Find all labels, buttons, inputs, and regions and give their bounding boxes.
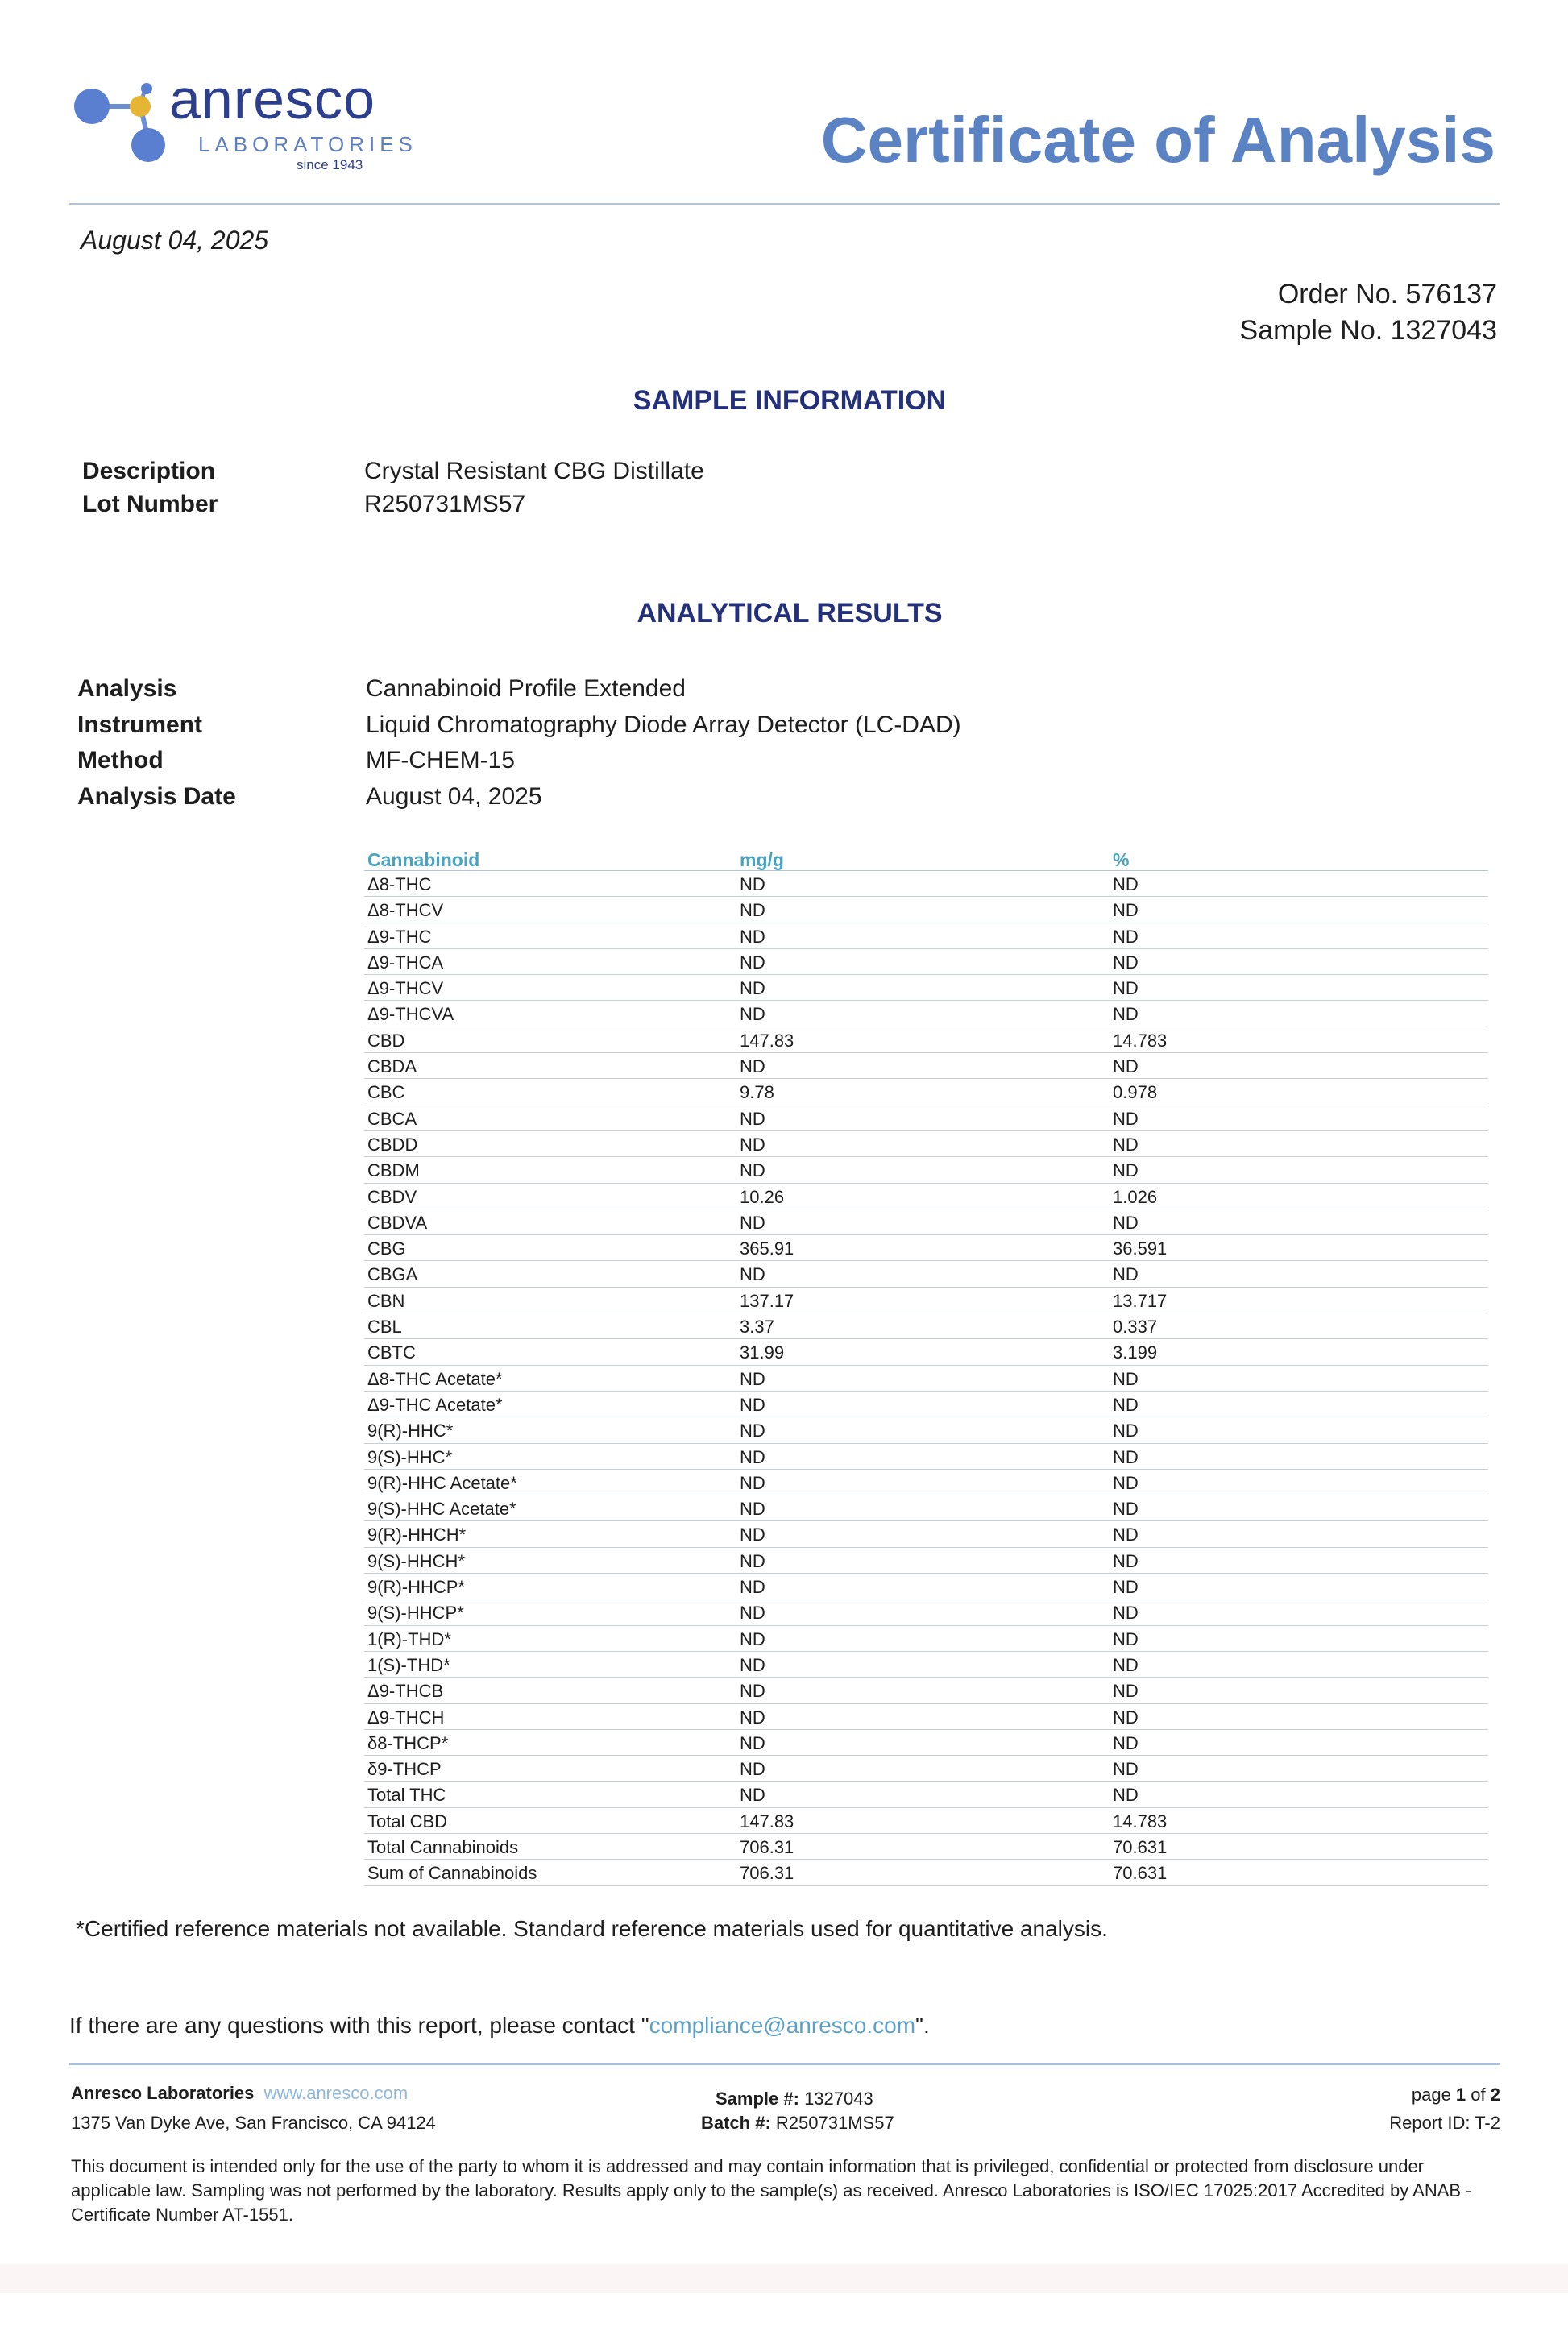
- table-row: [364, 1548, 1488, 1574]
- table-row: [364, 1834, 1488, 1860]
- cell-percent: ND: [1113, 1681, 1139, 1702]
- footer-sample-value: 1327043: [804, 2089, 873, 2109]
- cell-mg-g: ND: [740, 1577, 765, 1598]
- cell-cannabinoid: δ8-THCP*: [367, 1732, 449, 1753]
- column-header-percent: %: [1113, 849, 1130, 870]
- page-current: 1: [1455, 2084, 1466, 2105]
- analysis-label: Analysis: [77, 675, 177, 702]
- cell-mg-g: ND: [740, 1264, 765, 1285]
- cell-mg-g: ND: [740, 1212, 765, 1233]
- page-bottom-band: [0, 2264, 1568, 2293]
- table-row: [364, 1288, 1488, 1313]
- cell-cannabinoid: 9(S)-HHC*: [367, 1446, 453, 1467]
- table-row: [364, 1652, 1488, 1678]
- cell-mg-g: 10.26: [740, 1186, 785, 1207]
- cell-cannabinoid: δ9-THCP: [367, 1759, 442, 1780]
- cell-percent: ND: [1113, 1264, 1139, 1285]
- footer-address: 1375 Van Dyke Ave, San Francisco, CA 94124: [71, 2113, 436, 2133]
- cell-percent: ND: [1113, 1577, 1139, 1598]
- cell-cannabinoid: 9(R)-HHC Acetate*: [367, 1472, 517, 1493]
- cell-mg-g: ND: [740, 1446, 765, 1467]
- cell-percent: ND: [1113, 1368, 1139, 1389]
- table-row: [364, 1392, 1488, 1417]
- footer-sample-label: Sample #:: [716, 2089, 799, 2109]
- cell-percent: ND: [1113, 952, 1139, 973]
- lot-number-value: R250731MS57: [364, 491, 526, 517]
- table-row: [364, 1105, 1488, 1131]
- cell-cannabinoid: CBN: [367, 1290, 405, 1311]
- cell-cannabinoid: 9(R)-HHCH*: [367, 1524, 467, 1545]
- table-row: [364, 949, 1488, 975]
- contact-prefix: If there are any questions with this report, please contact ": [69, 2013, 649, 2038]
- cell-mg-g: ND: [740, 1056, 765, 1077]
- table-row: [364, 1417, 1488, 1443]
- cell-cannabinoid: CBCA: [367, 1108, 417, 1129]
- table-row: [364, 1209, 1488, 1235]
- cell-cannabinoid: CBC: [367, 1082, 405, 1103]
- table-row: [364, 1808, 1488, 1834]
- cell-percent: ND: [1113, 1160, 1139, 1181]
- sample-number: Sample No. 1327043: [1239, 315, 1497, 346]
- cell-percent: ND: [1113, 1785, 1139, 1806]
- cell-mg-g: ND: [740, 1707, 765, 1728]
- cell-percent: ND: [1113, 1472, 1139, 1493]
- cell-mg-g: ND: [740, 874, 765, 894]
- cell-cannabinoid: Δ8-THCV: [367, 900, 444, 921]
- method-value: MF-CHEM-15: [366, 747, 515, 774]
- document-title: Certificate of Analysis: [820, 104, 1495, 176]
- cell-percent: ND: [1113, 1056, 1139, 1077]
- table-row: [364, 1599, 1488, 1625]
- table-row: [364, 871, 1488, 897]
- logo-laboratories: LABORATORIES: [198, 132, 417, 156]
- cell-cannabinoid: Δ9-THCH: [367, 1707, 445, 1728]
- cell-mg-g: ND: [740, 1785, 765, 1806]
- table-row: [364, 1027, 1488, 1053]
- cell-cannabinoid: Total CBD: [367, 1811, 448, 1831]
- table-row: [364, 1366, 1488, 1392]
- cell-mg-g: 137.17: [740, 1290, 794, 1311]
- cell-mg-g: 147.83: [740, 1811, 794, 1831]
- cell-percent: 14.783: [1113, 1811, 1168, 1831]
- cell-mg-g: ND: [740, 1394, 765, 1415]
- cell-cannabinoid: 9(R)-HHC*: [367, 1421, 454, 1441]
- cell-percent: ND: [1113, 874, 1139, 894]
- analysis-date-label: Analysis Date: [77, 783, 236, 810]
- cell-cannabinoid: CBL: [367, 1317, 402, 1338]
- table-row: [364, 1444, 1488, 1470]
- cell-mg-g: ND: [740, 952, 765, 973]
- cell-percent: 1.026: [1113, 1186, 1158, 1207]
- cell-cannabinoid: 1(R)-THD*: [367, 1628, 451, 1649]
- footer-report-id: Report ID: T-2: [1389, 2113, 1500, 2133]
- footer-company-line: [71, 2084, 408, 2102]
- compliance-email-link[interactable]: compliance@anresco.com: [649, 2013, 916, 2038]
- contact-suffix: ".: [915, 2013, 930, 2038]
- cell-percent: ND: [1113, 1550, 1139, 1571]
- cell-mg-g: ND: [740, 926, 765, 947]
- cell-percent: ND: [1113, 926, 1139, 947]
- table-row: [364, 1782, 1488, 1807]
- table-row: [364, 1079, 1488, 1105]
- cell-percent: ND: [1113, 1446, 1139, 1467]
- legal-disclaimer: This document is intended only for the use of the party to whom it is addressed and may contain information that is privileged, confidential or protected from disclosure under applicable law. Sampling was not performed by the laboratory. Results apply only to the sample(s) as received. Anresco Laboratories is ISO/IEC 17025:2017 Accredited by ANAB - Certificate Number AT-1551.: [71, 2156, 1472, 2225]
- cell-cannabinoid: 9(R)-HHCP*: [367, 1577, 465, 1598]
- cell-percent: 0.337: [1113, 1317, 1158, 1338]
- page-mid: of: [1466, 2084, 1491, 2105]
- cell-mg-g: ND: [740, 900, 765, 921]
- cell-percent: ND: [1113, 1499, 1139, 1520]
- instrument-label: Instrument: [77, 711, 203, 738]
- cell-cannabinoid: CBG: [367, 1238, 406, 1259]
- cell-mg-g: 31.99: [740, 1342, 785, 1363]
- sample-information-heading: SAMPLE INFORMATION: [633, 385, 947, 416]
- table-row: [364, 1313, 1488, 1339]
- footer-company-name: Anresco Laboratories: [71, 2083, 255, 2103]
- cell-percent: 0.978: [1113, 1082, 1158, 1103]
- header-divider: [69, 203, 1500, 205]
- cell-percent: ND: [1113, 1004, 1139, 1025]
- cell-percent: ND: [1113, 1524, 1139, 1545]
- cell-percent: ND: [1113, 1421, 1139, 1441]
- footer-website-link[interactable]: www.anresco.com: [263, 2083, 409, 2103]
- cell-mg-g: ND: [740, 1004, 765, 1025]
- lot-number-label: Lot Number: [82, 491, 218, 517]
- cell-cannabinoid: 9(S)-HHC Acetate*: [367, 1499, 516, 1520]
- footer-batch-value: R250731MS57: [775, 2113, 894, 2133]
- logo-since: since 1943: [297, 157, 363, 172]
- cell-percent: ND: [1113, 1134, 1139, 1155]
- cell-mg-g: ND: [740, 1524, 765, 1545]
- table-row: [364, 1678, 1488, 1703]
- table-row: [364, 1495, 1488, 1521]
- column-header-mg-g: mg/g: [740, 849, 784, 870]
- cell-percent: ND: [1113, 1707, 1139, 1728]
- table-body: [364, 871, 1488, 1886]
- page-total: 2: [1490, 2084, 1500, 2105]
- instrument-value: Liquid Chromatography Diode Array Detector (LC-DAD): [366, 711, 961, 738]
- table-row: [364, 1574, 1488, 1599]
- cell-mg-g: ND: [740, 1472, 765, 1493]
- analysis-value: Cannabinoid Profile Extended: [366, 675, 686, 702]
- table-row: [364, 1001, 1488, 1027]
- cell-mg-g: ND: [740, 1550, 765, 1571]
- table-row: [364, 1521, 1488, 1547]
- cell-mg-g: 706.31: [740, 1863, 794, 1884]
- cell-mg-g: 3.37: [740, 1317, 774, 1338]
- cell-mg-g: ND: [740, 1681, 765, 1702]
- cell-cannabinoid: 1(S)-THD*: [367, 1654, 450, 1675]
- cell-percent: ND: [1113, 1212, 1139, 1233]
- table-row: [364, 1756, 1488, 1782]
- cell-mg-g: ND: [740, 1160, 765, 1181]
- cell-mg-g: ND: [740, 1759, 765, 1780]
- footer-sample-number: [716, 2090, 873, 2108]
- order-number: Order No. 576137: [1277, 279, 1497, 309]
- table-row: [364, 1235, 1488, 1261]
- cell-mg-g: ND: [740, 1368, 765, 1389]
- cell-mg-g: ND: [740, 1134, 765, 1155]
- cell-percent: ND: [1113, 978, 1139, 999]
- cell-percent: ND: [1113, 1628, 1139, 1649]
- table-row: [364, 975, 1488, 1001]
- table-row: [364, 1704, 1488, 1730]
- cell-cannabinoid: Δ9-THCV: [367, 978, 444, 999]
- cell-cannabinoid: CBDD: [367, 1134, 418, 1155]
- cell-mg-g: ND: [740, 1654, 765, 1675]
- cell-cannabinoid: 9(S)-HHCH*: [367, 1550, 465, 1571]
- cell-percent: 70.631: [1113, 1863, 1168, 1884]
- cell-cannabinoid: Δ9-THCB: [367, 1681, 444, 1702]
- cell-percent: ND: [1113, 1732, 1139, 1753]
- cell-percent: 70.631: [1113, 1836, 1168, 1857]
- cell-cannabinoid: CBDV: [367, 1186, 417, 1207]
- cell-cannabinoid: CBD: [367, 1030, 405, 1051]
- table-row: [364, 1184, 1488, 1209]
- cell-cannabinoid: Total THC: [367, 1785, 446, 1806]
- cell-percent: 14.783: [1113, 1030, 1168, 1051]
- cell-percent: ND: [1113, 1759, 1139, 1780]
- cell-mg-g: 706.31: [740, 1836, 794, 1857]
- cell-cannabinoid: CBDM: [367, 1160, 420, 1181]
- cell-mg-g: ND: [740, 1108, 765, 1129]
- cell-cannabinoid: Δ9-THC: [367, 926, 432, 947]
- table-row: [364, 897, 1488, 923]
- cell-percent: 3.199: [1113, 1342, 1158, 1363]
- cell-mg-g: 9.78: [740, 1082, 774, 1103]
- cell-cannabinoid: CBTC: [367, 1342, 416, 1363]
- cell-cannabinoid: Δ8-THC Acetate*: [367, 1368, 503, 1389]
- cell-mg-g: 147.83: [740, 1030, 794, 1051]
- cell-percent: 36.591: [1113, 1238, 1168, 1259]
- table-row: [364, 1339, 1488, 1365]
- company-logo: [69, 68, 417, 187]
- cell-cannabinoid: Δ9-THCVA: [367, 1004, 454, 1025]
- cell-mg-g: ND: [740, 1421, 765, 1441]
- cell-percent: ND: [1113, 1654, 1139, 1675]
- footer-page-indicator: [1412, 2086, 1500, 2104]
- cannabinoid-results-table: [364, 846, 1488, 1886]
- cell-cannabinoid: Δ9-THCA: [367, 952, 444, 973]
- analytical-results-heading: ANALYTICAL RESULTS: [637, 598, 943, 628]
- cell-percent: ND: [1113, 1394, 1139, 1415]
- cell-mg-g: ND: [740, 1628, 765, 1649]
- footer-batch-number: [701, 2114, 894, 2132]
- table-row: [364, 1157, 1488, 1183]
- cell-percent: 13.717: [1113, 1290, 1168, 1311]
- table-row: [364, 1626, 1488, 1652]
- cell-cannabinoid: CBDVA: [367, 1212, 428, 1233]
- cell-cannabinoid: Δ9-THC Acetate*: [367, 1394, 503, 1415]
- table-row: [364, 1730, 1488, 1756]
- table-row: [364, 1053, 1488, 1079]
- table-row: [364, 1261, 1488, 1287]
- table-row: [364, 1131, 1488, 1157]
- description-value: Crystal Resistant CBG Distillate: [364, 458, 704, 484]
- cell-mg-g: ND: [740, 978, 765, 999]
- footer-divider: [69, 2063, 1500, 2065]
- report-date: August 04, 2025: [81, 226, 269, 255]
- cell-cannabinoid: Sum of Cannabinoids: [367, 1863, 537, 1884]
- table-row: [364, 1470, 1488, 1495]
- cell-percent: ND: [1113, 900, 1139, 921]
- molecule-logo-icon: [69, 74, 174, 171]
- cell-mg-g: ND: [740, 1603, 765, 1624]
- method-label: Method: [77, 747, 164, 774]
- cell-cannabinoid: Total Cannabinoids: [367, 1836, 519, 1857]
- logo-wordmark: anresco: [169, 68, 376, 131]
- cell-cannabinoid: Δ8-THC: [367, 874, 432, 894]
- cell-percent: ND: [1113, 1108, 1139, 1129]
- table-header-row: [364, 846, 1488, 871]
- cell-cannabinoid: 9(S)-HHCP*: [367, 1603, 464, 1624]
- analysis-date-value: August 04, 2025: [366, 783, 542, 810]
- footer-batch-label: Batch #:: [701, 2113, 771, 2133]
- cell-cannabinoid: CBDA: [367, 1056, 417, 1077]
- table-row: [364, 1860, 1488, 1885]
- table-row: [364, 923, 1488, 949]
- cell-mg-g: 365.91: [740, 1238, 794, 1259]
- cell-cannabinoid: CBGA: [367, 1264, 418, 1285]
- contact-line: [69, 2014, 930, 2037]
- cell-percent: ND: [1113, 1603, 1139, 1624]
- reference-materials-footnote: *Certified reference materials not available. Standard reference materials used for quantitative analysis.: [76, 1916, 1108, 1941]
- description-label: Description: [82, 458, 216, 484]
- cell-mg-g: ND: [740, 1732, 765, 1753]
- cell-mg-g: ND: [740, 1499, 765, 1520]
- column-header-cannabinoid: Cannabinoid: [367, 849, 480, 870]
- page-prefix: page: [1411, 2084, 1456, 2105]
